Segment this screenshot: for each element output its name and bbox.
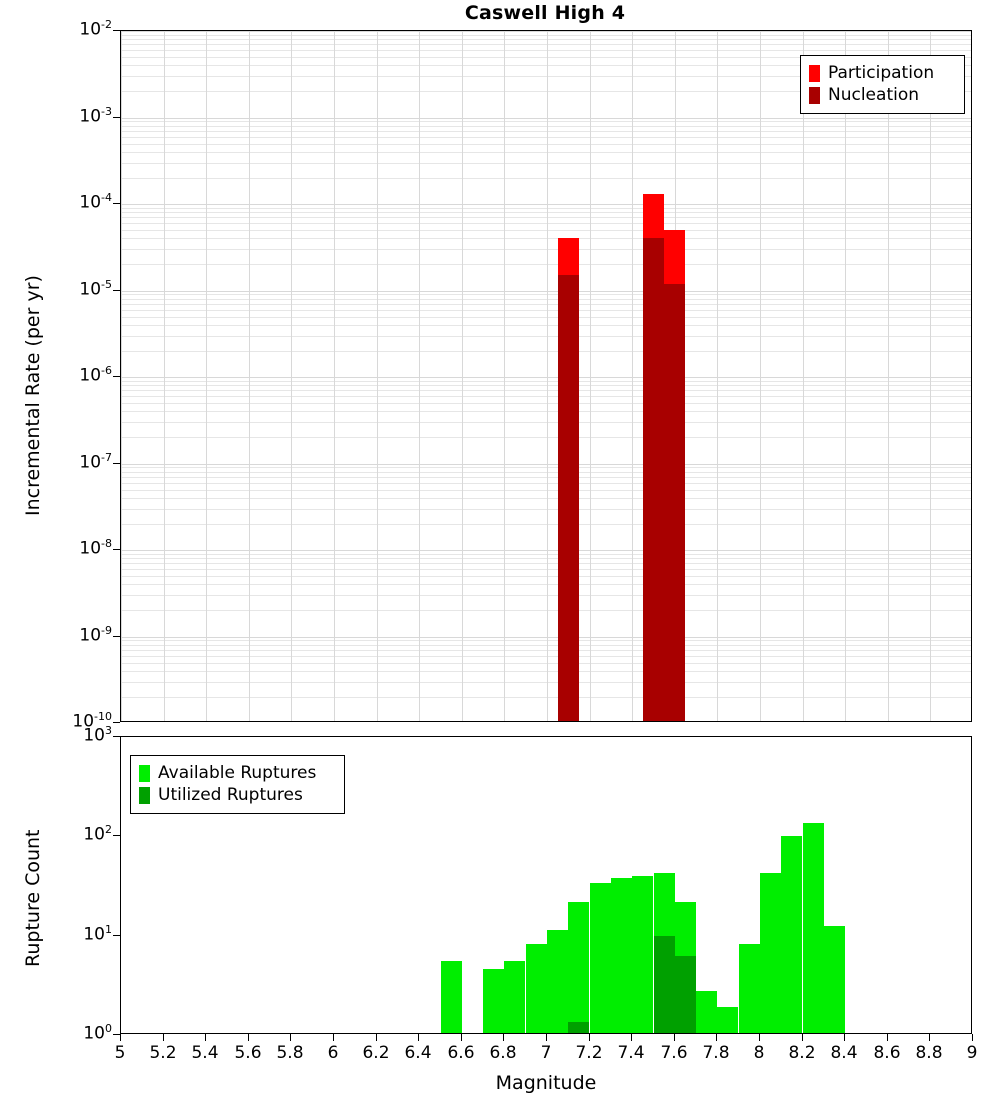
- rupture-count-bar: [483, 969, 504, 1034]
- gridline-vertical: [291, 31, 292, 722]
- gridline-vertical: [717, 31, 718, 722]
- gridline-vertical: [845, 31, 846, 722]
- x-tick: [972, 1034, 973, 1041]
- x-tick-label: 7.8: [702, 1043, 730, 1063]
- x-tick-label: 8.6: [873, 1043, 901, 1063]
- gridline-vertical: [121, 31, 122, 722]
- legend-item-participation: [809, 62, 955, 84]
- x-tick-label: 5: [114, 1043, 126, 1063]
- y-axis-label-top: Incremental Rate (per yr): [22, 275, 44, 516]
- y-tick-top: [113, 376, 120, 377]
- rupture-count-bar: [568, 1022, 589, 1034]
- y-tick-label-top: $10^{-8}$: [79, 537, 112, 559]
- y-tick-top: [113, 117, 120, 118]
- gridline-vertical: [632, 31, 633, 722]
- rupture-count-bar: [441, 961, 462, 1034]
- x-tick: [631, 1034, 632, 1041]
- x-tick: [290, 1034, 291, 1041]
- x-tick: [333, 1034, 334, 1041]
- gridline-vertical: [334, 31, 335, 722]
- x-tick-label: 7: [540, 1043, 552, 1063]
- y-tick-label-top: $10^{-10}$: [72, 710, 112, 732]
- x-tick: [887, 1034, 888, 1041]
- gridline-vertical: [888, 31, 889, 722]
- x-tick-label: 6.6: [447, 1043, 475, 1063]
- x-tick-label: 7.6: [660, 1043, 688, 1063]
- gridline-vertical: [206, 31, 207, 722]
- utilized-ruptures-color-swatch: [139, 787, 150, 804]
- y-axis-label-bottom: Rupture Count: [22, 829, 44, 967]
- legend-label-nucleation: Nucleation: [828, 85, 920, 105]
- participation-color-swatch: [809, 65, 820, 82]
- incremental-rate-plot: [120, 30, 972, 722]
- x-tick: [503, 1034, 504, 1041]
- y-tick-top: [113, 203, 120, 204]
- legend-item-utilized-ruptures: [139, 784, 335, 806]
- rupture-count-bar: [568, 902, 589, 1034]
- rupture-count-bar: [803, 823, 824, 1034]
- gridline-vertical: [164, 31, 165, 722]
- x-tick-label: 8.2: [788, 1043, 816, 1063]
- x-tick: [376, 1034, 377, 1041]
- y-tick-label-top: $10^{-5}$: [79, 278, 112, 300]
- legend-incremental-rate: [800, 55, 965, 114]
- x-tick-label: 8.8: [915, 1043, 943, 1063]
- y-tick-top: [113, 463, 120, 464]
- x-tick-label: 8.4: [830, 1043, 858, 1063]
- y-tick-top: [113, 636, 120, 637]
- gridline-vertical: [930, 31, 931, 722]
- legend-item-nucleation: [809, 84, 955, 106]
- y-tick-top: [113, 549, 120, 550]
- y-tick-label-top: $10^{-7}$: [79, 451, 112, 473]
- x-tick: [844, 1034, 845, 1041]
- x-tick-label: 5.6: [234, 1043, 262, 1063]
- y-tick-label-top: $10^{-2}$: [79, 18, 112, 40]
- y-tick-label-top: $10^{-4}$: [79, 191, 112, 213]
- legend-item-available-ruptures: [139, 762, 335, 784]
- y-tick-top: [113, 290, 120, 291]
- x-tick: [929, 1034, 930, 1041]
- y-tick-label-bottom: $10^2$: [83, 823, 112, 845]
- rupture-count-bar: [696, 991, 717, 1034]
- legend-rupture-count: [130, 755, 345, 814]
- rupture-count-bar: [547, 930, 568, 1034]
- x-tick: [461, 1034, 462, 1041]
- x-tick-label: 5.8: [276, 1043, 304, 1063]
- rupture-count-bar: [526, 944, 547, 1034]
- x-tick: [716, 1034, 717, 1041]
- x-tick: [759, 1034, 760, 1041]
- rupture-count-bar: [632, 876, 653, 1034]
- y-tick-label-bottom: $10^0$: [83, 1022, 112, 1044]
- x-tick-label: 5.2: [149, 1043, 177, 1063]
- x-tick-label: 5.4: [191, 1043, 219, 1063]
- rupture-count-bar: [717, 1007, 738, 1034]
- gridline-vertical: [803, 31, 804, 722]
- x-tick: [418, 1034, 419, 1041]
- x-tick-label: 6.8: [489, 1043, 517, 1063]
- rupture-count-bar: [504, 961, 525, 1034]
- x-tick-label: 6.2: [362, 1043, 390, 1063]
- nucleation-color-swatch: [809, 87, 820, 104]
- y-tick-bottom: [113, 935, 120, 936]
- y-tick-label-top: $10^{-9}$: [79, 624, 112, 646]
- x-tick: [546, 1034, 547, 1041]
- gridline-vertical: [462, 31, 463, 722]
- y-tick-label-top: $10^{-3}$: [79, 105, 112, 127]
- incremental-rate-bar: [643, 238, 664, 722]
- x-tick-label: 6.4: [404, 1043, 432, 1063]
- x-tick-label: 8: [753, 1043, 765, 1063]
- y-tick-bottom: [113, 736, 120, 737]
- rupture-count-bar: [781, 836, 802, 1034]
- gridline-vertical: [249, 31, 250, 722]
- gridline-vertical: [377, 31, 378, 722]
- rupture-count-bar: [824, 926, 845, 1034]
- y-tick-label-bottom: $10^1$: [83, 923, 112, 945]
- y-tick-bottom: [113, 835, 120, 836]
- rupture-count-bar: [590, 883, 611, 1034]
- y-tick-top: [113, 722, 120, 723]
- incremental-rate-bar: [664, 284, 685, 722]
- gridline-vertical: [590, 31, 591, 722]
- rupture-count-bar: [611, 878, 632, 1034]
- incremental-rate-bar: [558, 275, 579, 722]
- gridline-vertical: [760, 31, 761, 722]
- x-tick: [674, 1034, 675, 1041]
- legend-label-utilized-ruptures: Utilized Ruptures: [158, 785, 303, 805]
- x-tick: [802, 1034, 803, 1041]
- y-tick-label-bottom: $10^3$: [83, 724, 112, 746]
- legend-label-participation: Participation: [828, 63, 935, 83]
- x-tick-label: 9: [966, 1043, 978, 1063]
- legend-label-available-ruptures: Available Ruptures: [158, 763, 317, 783]
- gridline-vertical: [419, 31, 420, 722]
- x-tick: [205, 1034, 206, 1041]
- x-tick-label: 6: [327, 1043, 339, 1063]
- gridline-vertical: [547, 31, 548, 722]
- x-tick: [163, 1034, 164, 1041]
- x-tick: [248, 1034, 249, 1041]
- x-axis-label: Magnitude: [495, 1072, 597, 1094]
- x-tick-label: 7.2: [575, 1043, 603, 1063]
- y-tick-bottom: [113, 1034, 120, 1035]
- available-ruptures-color-swatch: [139, 765, 150, 782]
- rupture-count-bar: [739, 944, 760, 1034]
- x-tick: [589, 1034, 590, 1041]
- gridline-vertical: [504, 31, 505, 722]
- rupture-count-bar: [654, 936, 675, 1034]
- rupture-count-bar: [675, 956, 696, 1034]
- y-tick-top: [113, 30, 120, 31]
- x-tick-label: 7.4: [617, 1043, 645, 1063]
- y-tick-label-top: $10^{-6}$: [79, 364, 112, 386]
- page-title: Caswell High 4: [464, 2, 626, 24]
- rupture-count-bar: [760, 873, 781, 1034]
- x-tick: [120, 1034, 121, 1041]
